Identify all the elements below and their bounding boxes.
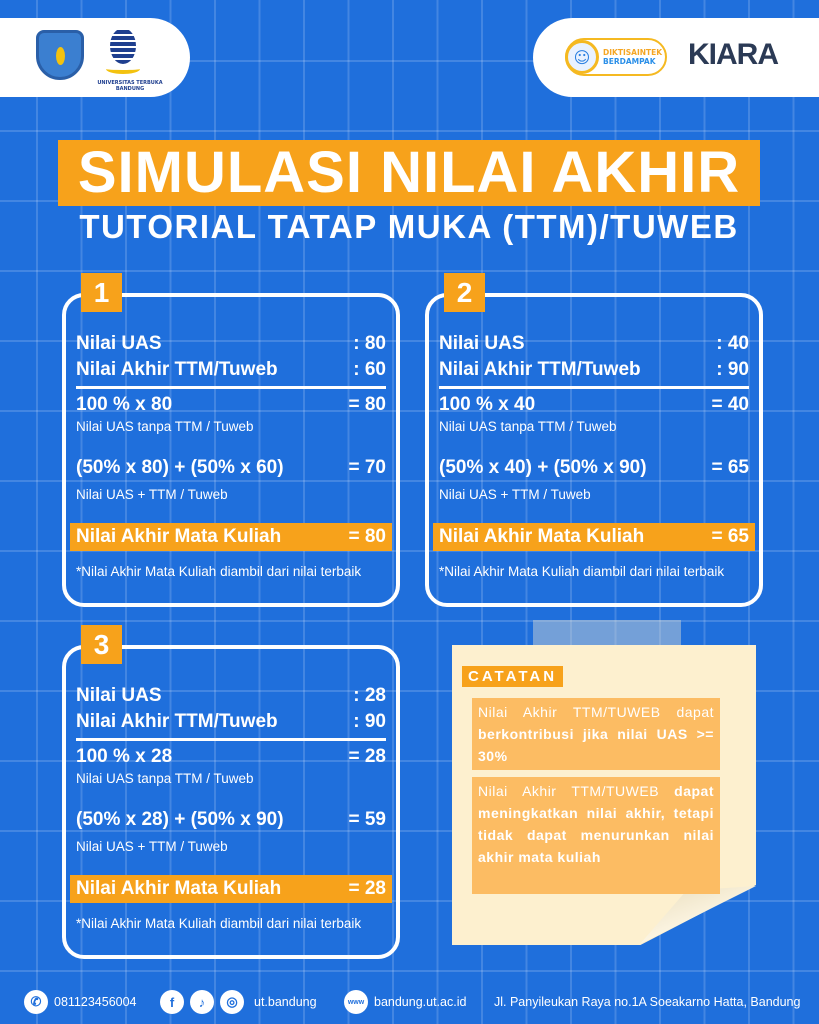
final-value: = 65 — [711, 526, 749, 547]
simulation-card-3 — [62, 645, 400, 959]
globe-icon: www — [344, 990, 368, 1014]
calc2-result: = 59 — [348, 809, 386, 830]
note-item-1-bold: berkontribusi jika nilai UAS >= 30% — [478, 726, 714, 764]
calc2-formula: (50% x 28) + (50% x 90) — [76, 809, 284, 830]
dikti-line1: DIKTISAINTEK — [603, 48, 663, 57]
calc1-formula: 100 % x 28 — [76, 746, 173, 767]
social-handle: ut.bandung — [254, 995, 317, 1009]
calc1-formula: 100 % x 40 — [439, 394, 536, 415]
uas-row — [76, 333, 386, 355]
simulation-card-1 — [62, 293, 400, 607]
calc1-description: Nilai UAS tanpa TTM / Tuweb — [76, 771, 254, 786]
dikti-line2: BERDAMPAK — [603, 57, 656, 66]
ttm-row — [76, 359, 386, 381]
calc1-row — [76, 394, 386, 416]
calc2-description: Nilai UAS + TTM / Tuweb — [76, 487, 228, 502]
final-grade-bar — [70, 875, 392, 903]
note-item-2-text: Nilai Akhir TTM/TUWEB — [478, 783, 675, 799]
ttm-row — [76, 711, 386, 733]
ut-logo-text: UNIVERSITAS TERBUKA BANDUNG — [97, 80, 163, 92]
diktisaintek-logo — [565, 38, 667, 76]
note-item-1-text: Nilai Akhir TTM/TUWEB dapat — [478, 704, 714, 720]
phone-text: 081123456004 — [54, 995, 137, 1009]
facebook-icon[interactable]: f — [160, 990, 184, 1014]
ttm-value: : 90 — [353, 711, 386, 732]
final-value: = 28 — [348, 878, 386, 899]
final-label: Nilai Akhir Mata Kuliah — [439, 526, 645, 547]
uas-label: Nilai UAS — [439, 333, 525, 354]
kiara-logo: KIARA — [688, 38, 778, 71]
final-grade-bar — [70, 523, 392, 551]
calc2-description: Nilai UAS + TTM / Tuweb — [439, 487, 591, 502]
footer-website[interactable] — [344, 988, 466, 1016]
footer-phone[interactable] — [24, 988, 137, 1016]
simulation-card-2 — [425, 293, 763, 607]
calc1-description: Nilai UAS tanpa TTM / Tuweb — [439, 419, 617, 434]
note-item-2 — [472, 777, 720, 894]
calc2-row — [439, 457, 749, 479]
final-grade-bar — [433, 523, 755, 551]
calc2-result: = 70 — [348, 457, 386, 478]
calc1-result: = 80 — [348, 394, 386, 415]
tut-wuri-handayani-logo — [36, 30, 84, 80]
calc2-row — [76, 809, 386, 831]
divider — [439, 386, 749, 389]
uas-value: : 28 — [353, 685, 386, 706]
note-item-2-bold: dapat meningkatkan nilai akhir, tetapi tidak dapat menurunkan nilai akhir mata kuliah — [478, 783, 714, 865]
calc1-description: Nilai UAS tanpa TTM / Tuweb — [76, 419, 254, 434]
ttm-label: Nilai Akhir TTM/Tuweb — [439, 359, 641, 380]
final-value: = 80 — [348, 526, 386, 547]
uas-value: : 40 — [716, 333, 749, 354]
note-item-1 — [472, 698, 720, 770]
ttm-label: Nilai Akhir TTM/Tuweb — [76, 711, 278, 732]
ttm-value: : 60 — [353, 359, 386, 380]
ttm-row — [439, 359, 749, 381]
footer-social[interactable] — [160, 988, 317, 1016]
uas-row — [439, 333, 749, 355]
card-number-badge: 2 — [444, 273, 485, 312]
footnote: *Nilai Akhir Mata Kuliah diambil dari nilai terbaik — [76, 564, 362, 579]
website-text: bandung.ut.ac.id — [374, 995, 467, 1009]
note-label: CATATAN — [462, 666, 563, 687]
uas-label: Nilai UAS — [76, 685, 162, 706]
footnote: *Nilai Akhir Mata Kuliah diambil dari nilai terbaik — [439, 564, 725, 579]
card-number-badge: 1 — [81, 273, 122, 312]
book-icon — [106, 64, 140, 74]
calc2-description: Nilai UAS + TTM / Tuweb — [76, 839, 228, 854]
calc1-result: = 40 — [711, 394, 749, 415]
whatsapp-icon: ✆ — [24, 990, 48, 1014]
ttm-value: : 90 — [716, 359, 749, 380]
ttm-label: Nilai Akhir TTM/Tuweb — [76, 359, 278, 380]
calc1-result: = 28 — [348, 746, 386, 767]
footnote: *Nilai Akhir Mata Kuliah diambil dari nilai terbaik — [76, 916, 362, 931]
calc1-row — [76, 746, 386, 768]
universitas-terbuka-logo — [110, 28, 136, 64]
calc2-formula: (50% x 40) + (50% x 90) — [439, 457, 647, 478]
divider — [76, 738, 386, 741]
calc2-row — [76, 457, 386, 479]
instagram-icon[interactable]: ◎ — [220, 990, 244, 1014]
footer-address: Jl. Panyileukan Raya no.1A Soeakarno Hatta, Bandung — [494, 995, 801, 1009]
calc1-row — [439, 394, 749, 416]
final-label: Nilai Akhir Mata Kuliah — [76, 878, 282, 899]
card-number-badge: 3 — [81, 625, 122, 664]
uas-row — [76, 685, 386, 707]
tiktok-icon[interactable]: ♪ — [190, 990, 214, 1014]
page-subtitle: TUTORIAL TATAP MUKA (TTM)/TUWEB — [79, 208, 739, 245]
uas-value: : 80 — [353, 333, 386, 354]
page-title: SIMULASI NILAI AKHIR — [58, 140, 760, 206]
final-label: Nilai Akhir Mata Kuliah — [76, 526, 282, 547]
divider — [76, 386, 386, 389]
dikti-emblem-icon: ☺ — [565, 40, 599, 74]
calc2-formula: (50% x 80) + (50% x 60) — [76, 457, 284, 478]
calc1-formula: 100 % x 80 — [76, 394, 173, 415]
uas-label: Nilai UAS — [76, 333, 162, 354]
calc2-result: = 65 — [711, 457, 749, 478]
